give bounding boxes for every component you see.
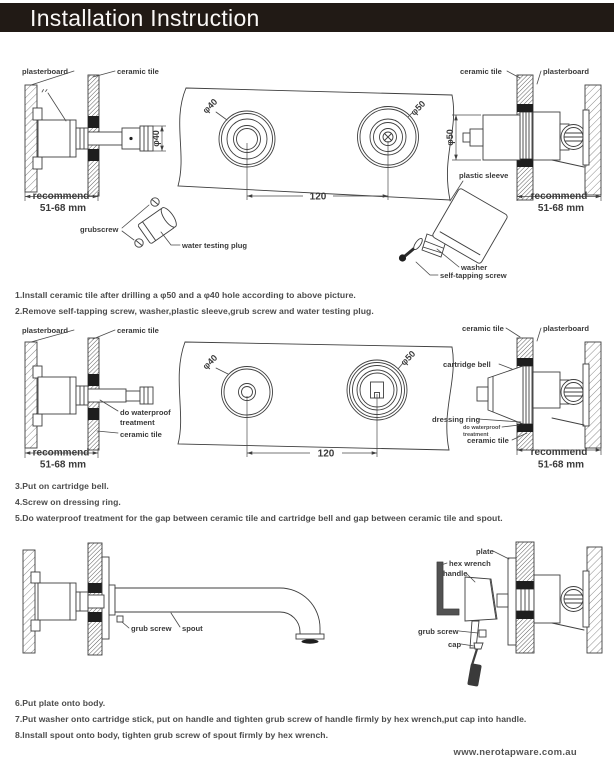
label2-ceramic-tile: ceramic tile bbox=[117, 326, 159, 335]
dim-phi40: φ40 bbox=[151, 130, 161, 147]
hex-key-handle bbox=[467, 663, 482, 687]
label-plasterboard-r: plasterboard bbox=[543, 67, 589, 76]
step-4: 4.Screw on dressing ring. bbox=[15, 496, 121, 507]
dim-hole-phi40: φ40 bbox=[200, 96, 220, 116]
label2-ceramic-tile-2: ceramic tile bbox=[120, 430, 162, 439]
step-8: 8.Install spout onto body, tighten grub screw of spout firmly by hex wrench. bbox=[15, 729, 329, 740]
fig1-left-section-view bbox=[22, 67, 166, 214]
label-plastic-sleeve: plastic sleeve bbox=[459, 171, 509, 180]
label2-plasterboard: plasterboard bbox=[22, 326, 68, 335]
step-6: 6.Put plate onto body. bbox=[15, 698, 106, 708]
title-banner bbox=[0, 3, 614, 32]
dim-phi50: φ50 bbox=[445, 129, 455, 146]
fig2-front-panel bbox=[178, 342, 453, 460]
step-3: 3.Put on cartridge bell. bbox=[15, 481, 109, 491]
label-spout: spout bbox=[182, 624, 203, 633]
label2-plasterboard-r: plasterboard bbox=[543, 324, 589, 333]
label-hex-wrench: hex wrench bbox=[449, 559, 491, 568]
label2-recommend: recommend bbox=[32, 447, 90, 459]
label-plate: plate bbox=[476, 547, 494, 556]
dim2-120: 120 bbox=[317, 448, 335, 460]
label-grub-screw-handle: grub screw bbox=[418, 627, 459, 636]
label2-do-waterproof-2: treatment bbox=[120, 418, 155, 427]
dim2-hole-phi40: φ40 bbox=[200, 352, 220, 372]
fig2-left-section-view bbox=[22, 326, 171, 471]
label2-do-waterproof-1: do waterproof bbox=[120, 408, 171, 417]
steps-6-8 bbox=[15, 696, 610, 743]
label2r-ceramic-tile-2: ceramic tile bbox=[467, 436, 509, 445]
dim2-hole-phi50: φ50 bbox=[398, 348, 418, 368]
label-range-r: 51-68 mm bbox=[537, 203, 585, 214]
step-5: 5.Do waterproof treatment for the gap between ceramic tile and cartridge bell and gap between ceramic tile and spout. bbox=[15, 512, 503, 523]
label2r-range: 51-68 mm bbox=[537, 459, 585, 471]
label-grub-screw-spout: grub screw bbox=[131, 624, 172, 633]
label-grubscrew: grubscrew bbox=[80, 225, 119, 234]
fig1-plug-parts bbox=[80, 198, 247, 250]
label-water-testing-plug: water testing plug bbox=[182, 241, 247, 250]
label-ceramic-tile-r: ceramic tile bbox=[460, 67, 502, 76]
label-dressing-ring: dressing ring bbox=[432, 415, 481, 424]
label-washer: washer bbox=[461, 263, 488, 272]
figure-rough-in bbox=[0, 38, 614, 288]
step-1: 1.Install ceramic tile after drilling a φ50 and a φ40 hole according to above picture. bbox=[15, 290, 356, 300]
fig1-sleeve-parts bbox=[399, 171, 509, 280]
label2r-do-waterproof-2: treatment bbox=[463, 432, 489, 438]
label-cap: cap bbox=[448, 640, 462, 649]
steps-1-2 bbox=[15, 288, 610, 320]
figure-cartridge-bell bbox=[0, 322, 614, 474]
label2r-recommend: recommend bbox=[530, 447, 588, 458]
label-recommend-r: recommend bbox=[530, 191, 588, 202]
label-recommend: recommend bbox=[32, 191, 90, 202]
label-cartridge-bell: cartridge bell bbox=[443, 360, 491, 369]
step-2: 2.Remove self-tapping screw, washer,plastic sleeve,grub screw and water testing plug. bbox=[15, 305, 374, 316]
fig2-right-section-view bbox=[432, 324, 601, 471]
fig1-front-panel bbox=[178, 88, 454, 203]
fig3-handle-view bbox=[418, 542, 602, 687]
footer-website: www.nerotapware.com.au bbox=[453, 747, 577, 758]
label-self-tapping-screw: self-tapping screw bbox=[440, 271, 507, 280]
label2-ceramic-tile-r: ceramic tile bbox=[462, 324, 504, 333]
figure-spout-handle bbox=[0, 535, 614, 700]
label2r-do-waterproof-1: do waterproof bbox=[463, 425, 501, 431]
page-title: Installation Instruction bbox=[30, 5, 260, 31]
label-range: 51-68 mm bbox=[39, 203, 87, 214]
steps-3-5 bbox=[15, 479, 610, 526]
step-7: 7.Put washer onto cartridge stick, put on handle and tighten grub screw of handle firmly by hex wrench,put cap into handle. bbox=[15, 713, 527, 724]
label-handle: handle bbox=[443, 569, 468, 578]
dim-hole-phi50: φ50 bbox=[408, 98, 428, 118]
fig3-spout-view bbox=[23, 543, 324, 655]
label-ceramic-tile: ceramic tile bbox=[117, 67, 159, 76]
label2-range: 51-68 mm bbox=[39, 459, 87, 471]
dim-120: 120 bbox=[309, 191, 327, 203]
label-plasterboard: plasterboard bbox=[22, 67, 68, 76]
fig1-right-section-view bbox=[445, 67, 601, 214]
